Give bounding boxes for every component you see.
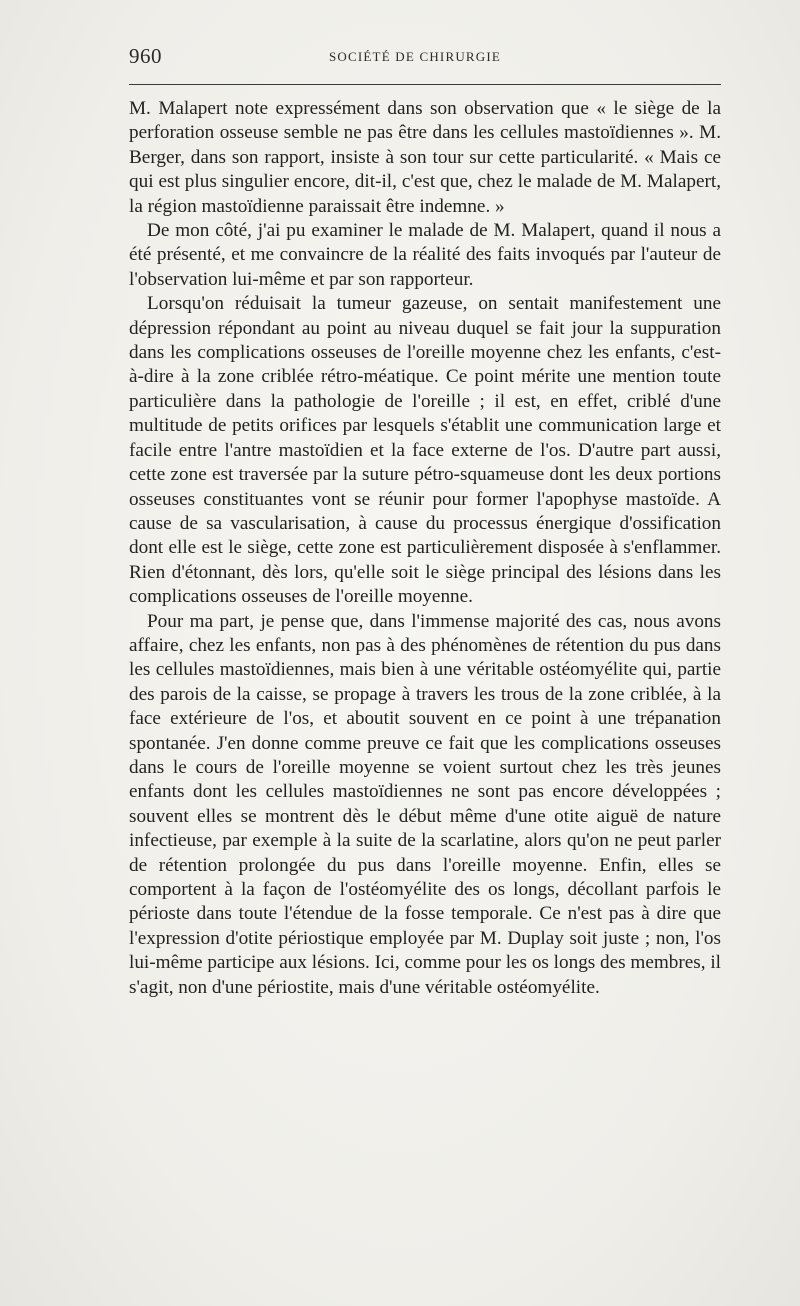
paragraph-1: M. Malapert note expressément dans son observation que « le siège de la perforation osseuse semble ne pas être dans les cellules mastoïdiennes ». M. Berger, dans son rapport, insiste à son tour sur cette particularité. « Mais ce qui est plus singulier encore, dit-il, c'est que, chez le malade de M. Malapert, la région mastoïdienne paraissait être indemne. »: [129, 98, 721, 217]
paragraph-2: De mon côté, j'ai pu examiner le malade de M. Malapert, quand il nous a été présenté, et me convaincre de la réalité des faits invoqués par l'auteur de l'observation lui-même et par son rapporteur.: [129, 220, 721, 290]
paragraph-3: Lorsqu'on réduisait la tumeur gazeuse, on sentait manifestement une dépression répondant au point au niveau duquel se fait jour la suppuration dans les complications osseuses de l'oreille moyenne chez les enfants, c'est-à-dire à la zone criblée rétro-méatique. Ce point mérite une mention toute particulière dans la pathologie de l'oreille ; il est, en effet, criblé d'une multitude de petits orifices par lesquels s'établit une communication large et facile entre l'antre mastoïdien et la face externe de l'os. D'autre part aussi, cette zone est traversée par la suture pétro-squameuse dont les deux portions osseuses constituantes vont se réunir pour former l'apophyse mastoïde. A cause de sa vascularisation, à cause du processus énergique d'ossification dont elle est le siège, cette zone est particulièrement disposée à s'enflammer. Rien d'étonnant, dès lors, qu'elle soit le siège principal des lésions dans les complications osseuses de l'oreille moyenne.: [129, 293, 721, 608]
header-rule: [129, 84, 721, 85]
page-number: 960: [129, 44, 162, 68]
body-text: [129, 97, 721, 1000]
running-head: SOCIÉTÉ DE CHIRURGIE: [329, 49, 502, 64]
page-header: [129, 44, 721, 72]
paragraph-4: Pour ma part, je pense que, dans l'immense majorité des cas, nous avons affaire, chez les enfants, non pas à des phénomènes de rétention du pus dans les cellules mastoïdiennes, mais bien à une véritable ostéomyélite qui, partie des parois de la caisse, se propage à travers les trous de la zone criblée, à la face extérieure de l'os, et aboutit souvent en ce point à une trépanation spontanée. J'en donne comme preuve ce fait que les complications osseuses dans le cours de l'oreille moyenne se voient surtout chez les très jeunes enfants dont les cellules mastoïdiennes ne sont pas encore développées ; souvent elles se montrent dès le début même d'une otite aiguë de nature infectieuse, par exemple à la suite de la scarlatine, alors qu'on ne peut parler de rétention prolongée du pus dans l'oreille moyenne. Enfin, elles se comportent à la façon de l'ostéomyélite des os longs, décollant parfois le périoste dans toute l'étendue de la fosse temporale. Ce n'est pas à dire que l'expression d'otite périostique employée par M. Duplay soit juste ; non, l'os lui-même participe aux lésions. Ici, comme pour les os longs des membres, il s'agit, non d'une périostite, mais d'une véritable ostéomyélite.: [129, 610, 722, 998]
